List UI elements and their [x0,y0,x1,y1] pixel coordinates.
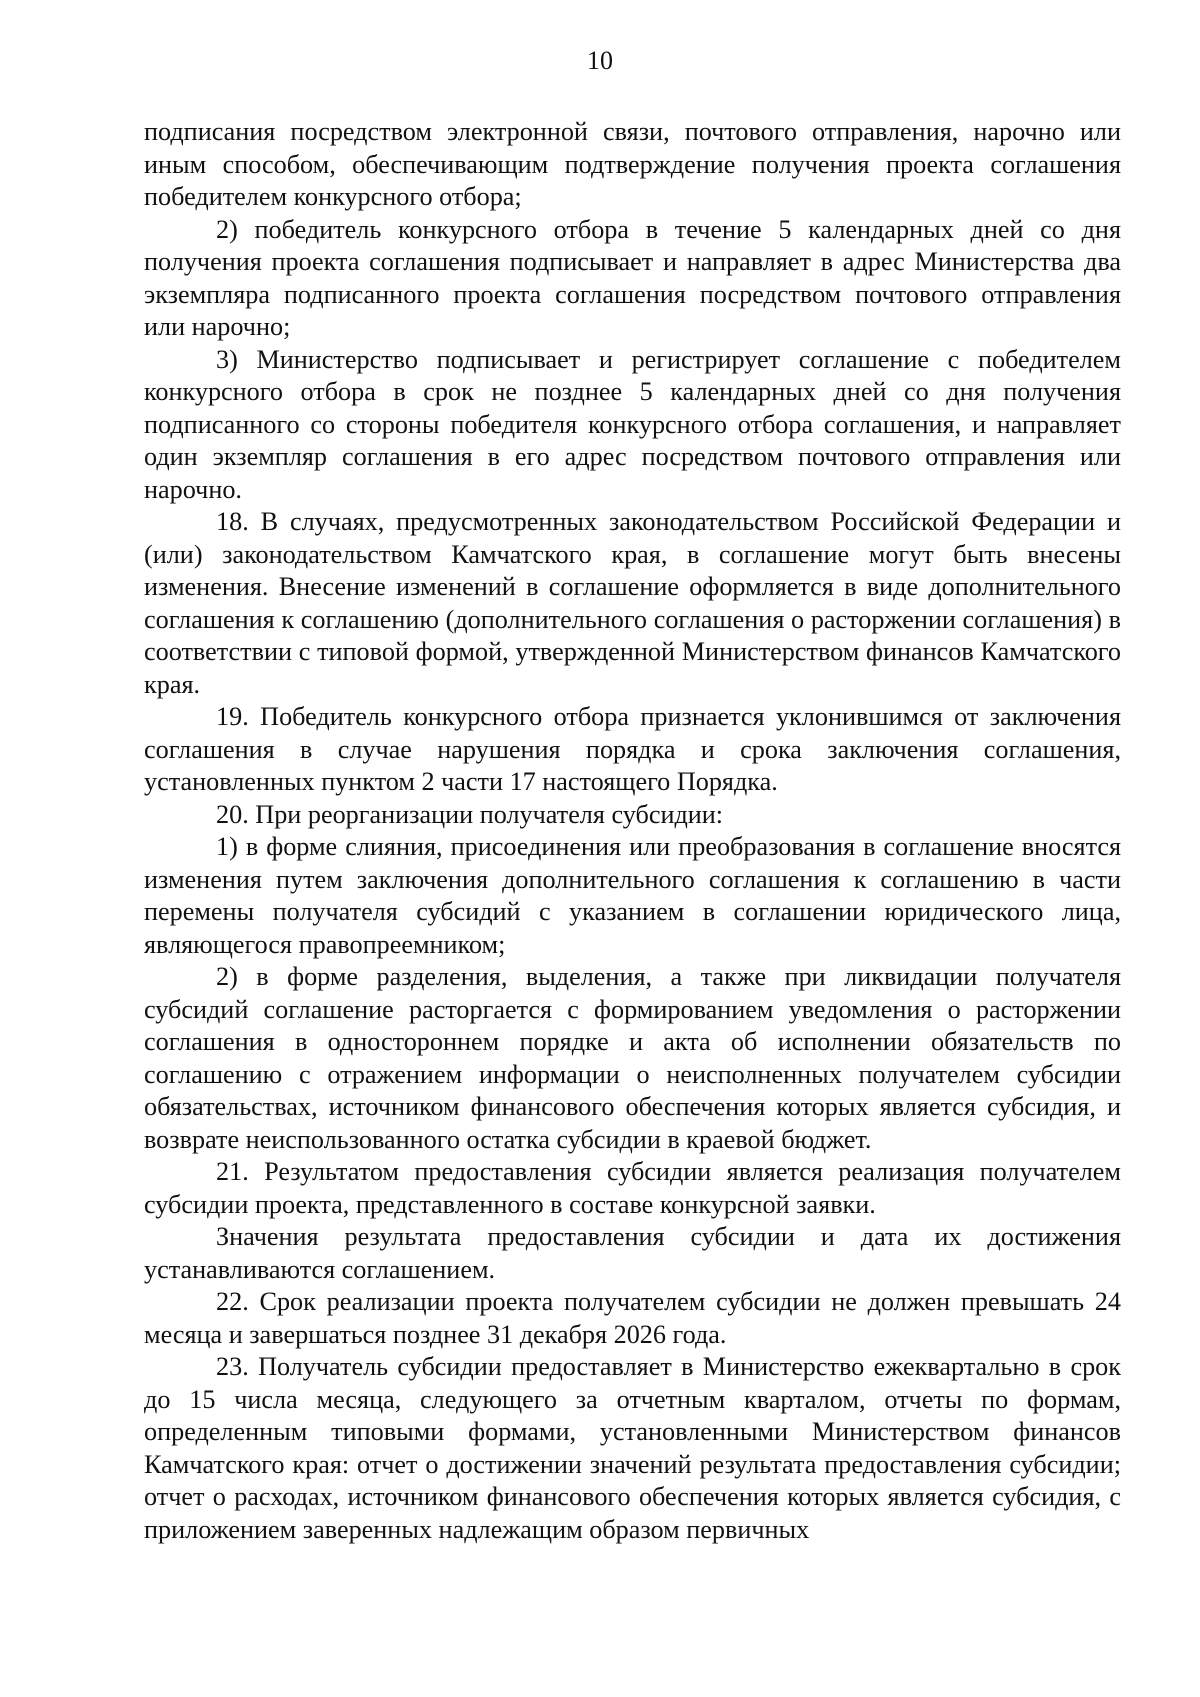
paragraph-clause-21: 21. Результатом предоставления субсидии является реализация получателем субсидии проекта, представленного в составе конкурсной заявки. [144,1157,1121,1219]
paragraph-clause-20-item-1: 1) в форме слияния, присоединения или преобразования в соглашение вносятся изменения путем заключения дополнительного соглашения к соглашению в части перемены получателя субсидий с указанием в соглашении юридического лица, являющегося правопреемником; [144,832,1121,959]
paragraph-clause-21-values: Значения результата предоставления субсидии и дата их достижения устанавливаются соглашением. [144,1222,1121,1284]
paragraph-item-2: 2) победитель конкурсного отбора в течение 5 календарных дней со дня получения проекта соглашения подписывает и направляет в адрес Министерства два экземпляра подписанного проекта соглашения посредством почтового отправления или нарочно; [144,214,1121,341]
paragraph-clause-22: 22. Срок реализации проекта получателем субсидии не должен превышать 24 месяца и завершаться позднее 31 декабря 2026 года. [144,1287,1121,1349]
paragraph-clause-18: 18. В случаях, предусмотренных законодательством Российской Федерации и (или) законодательством Камчатского края, в соглашение могут быть внесены изменения. Внесение изменений в соглашение оформляется в виде дополнительного соглашения к соглашению (дополнительного соглашения о расторжении соглашения) в соответствии с типовой формой, утвержденной Министерством финансов Камчатского края. [144,507,1121,699]
paragraph-item-3: 3) Министерство подписывает и регистрирует соглашение с победителем конкурсного отбора в срок не позднее 5 календарных дней со дня получения подписанного со стороны победителя конкурсного отбора соглашения, и направляет один экземпляр соглашения в его адрес посредством почтового отправления или нарочно. [144,344,1121,504]
page-number: 10 [587,46,613,75]
paragraph-clause-23: 23. Получатель субсидии предоставляет в Министерство ежеквартально в срок до 15 числа месяца, следующего за отчетным кварталом, отчеты по формам, определенным типовыми формами, установленными Министерством финансов Камчатского края: отчет о достижении значений результата предоставления субсидии; отчет о расходах, источником финансового обеспечения которых является субсидия, с приложением заверенных надлежащим образом первичных [144,1352,1121,1544]
paragraph-clause-19: 19. Победитель конкурсного отбора признается уклонившимся от заключения соглашения в случае нарушения порядка и срока заключения соглашения, установленных пунктом 2 части 17 настоящего Порядка. [144,702,1121,796]
paragraph-continuation: подписания посредством электронной связи, почтового отправления, нарочно или иным способом, обеспечивающим подтверждение получения проекта соглашения победителем конкурсного отбора; [144,117,1121,211]
paragraph-clause-20-item-2: 2) в форме разделения, выделения, а также при ликвидации получателя субсидий соглашение расторгается с формированием уведомления о расторжении соглашения в одностороннем порядке и акта об исполнении обязательств по соглашению с отражением информации о неисполненных получателем субсидии обязательствах, источником финансового обеспечения которых является субсидия, и возврате неиспользованного остатка субсидии в краевой бюджет. [144,962,1121,1154]
document-body [144,116,1121,1546]
paragraph-clause-20: 20. При реорганизации получателя субсидии: [216,799,724,829]
